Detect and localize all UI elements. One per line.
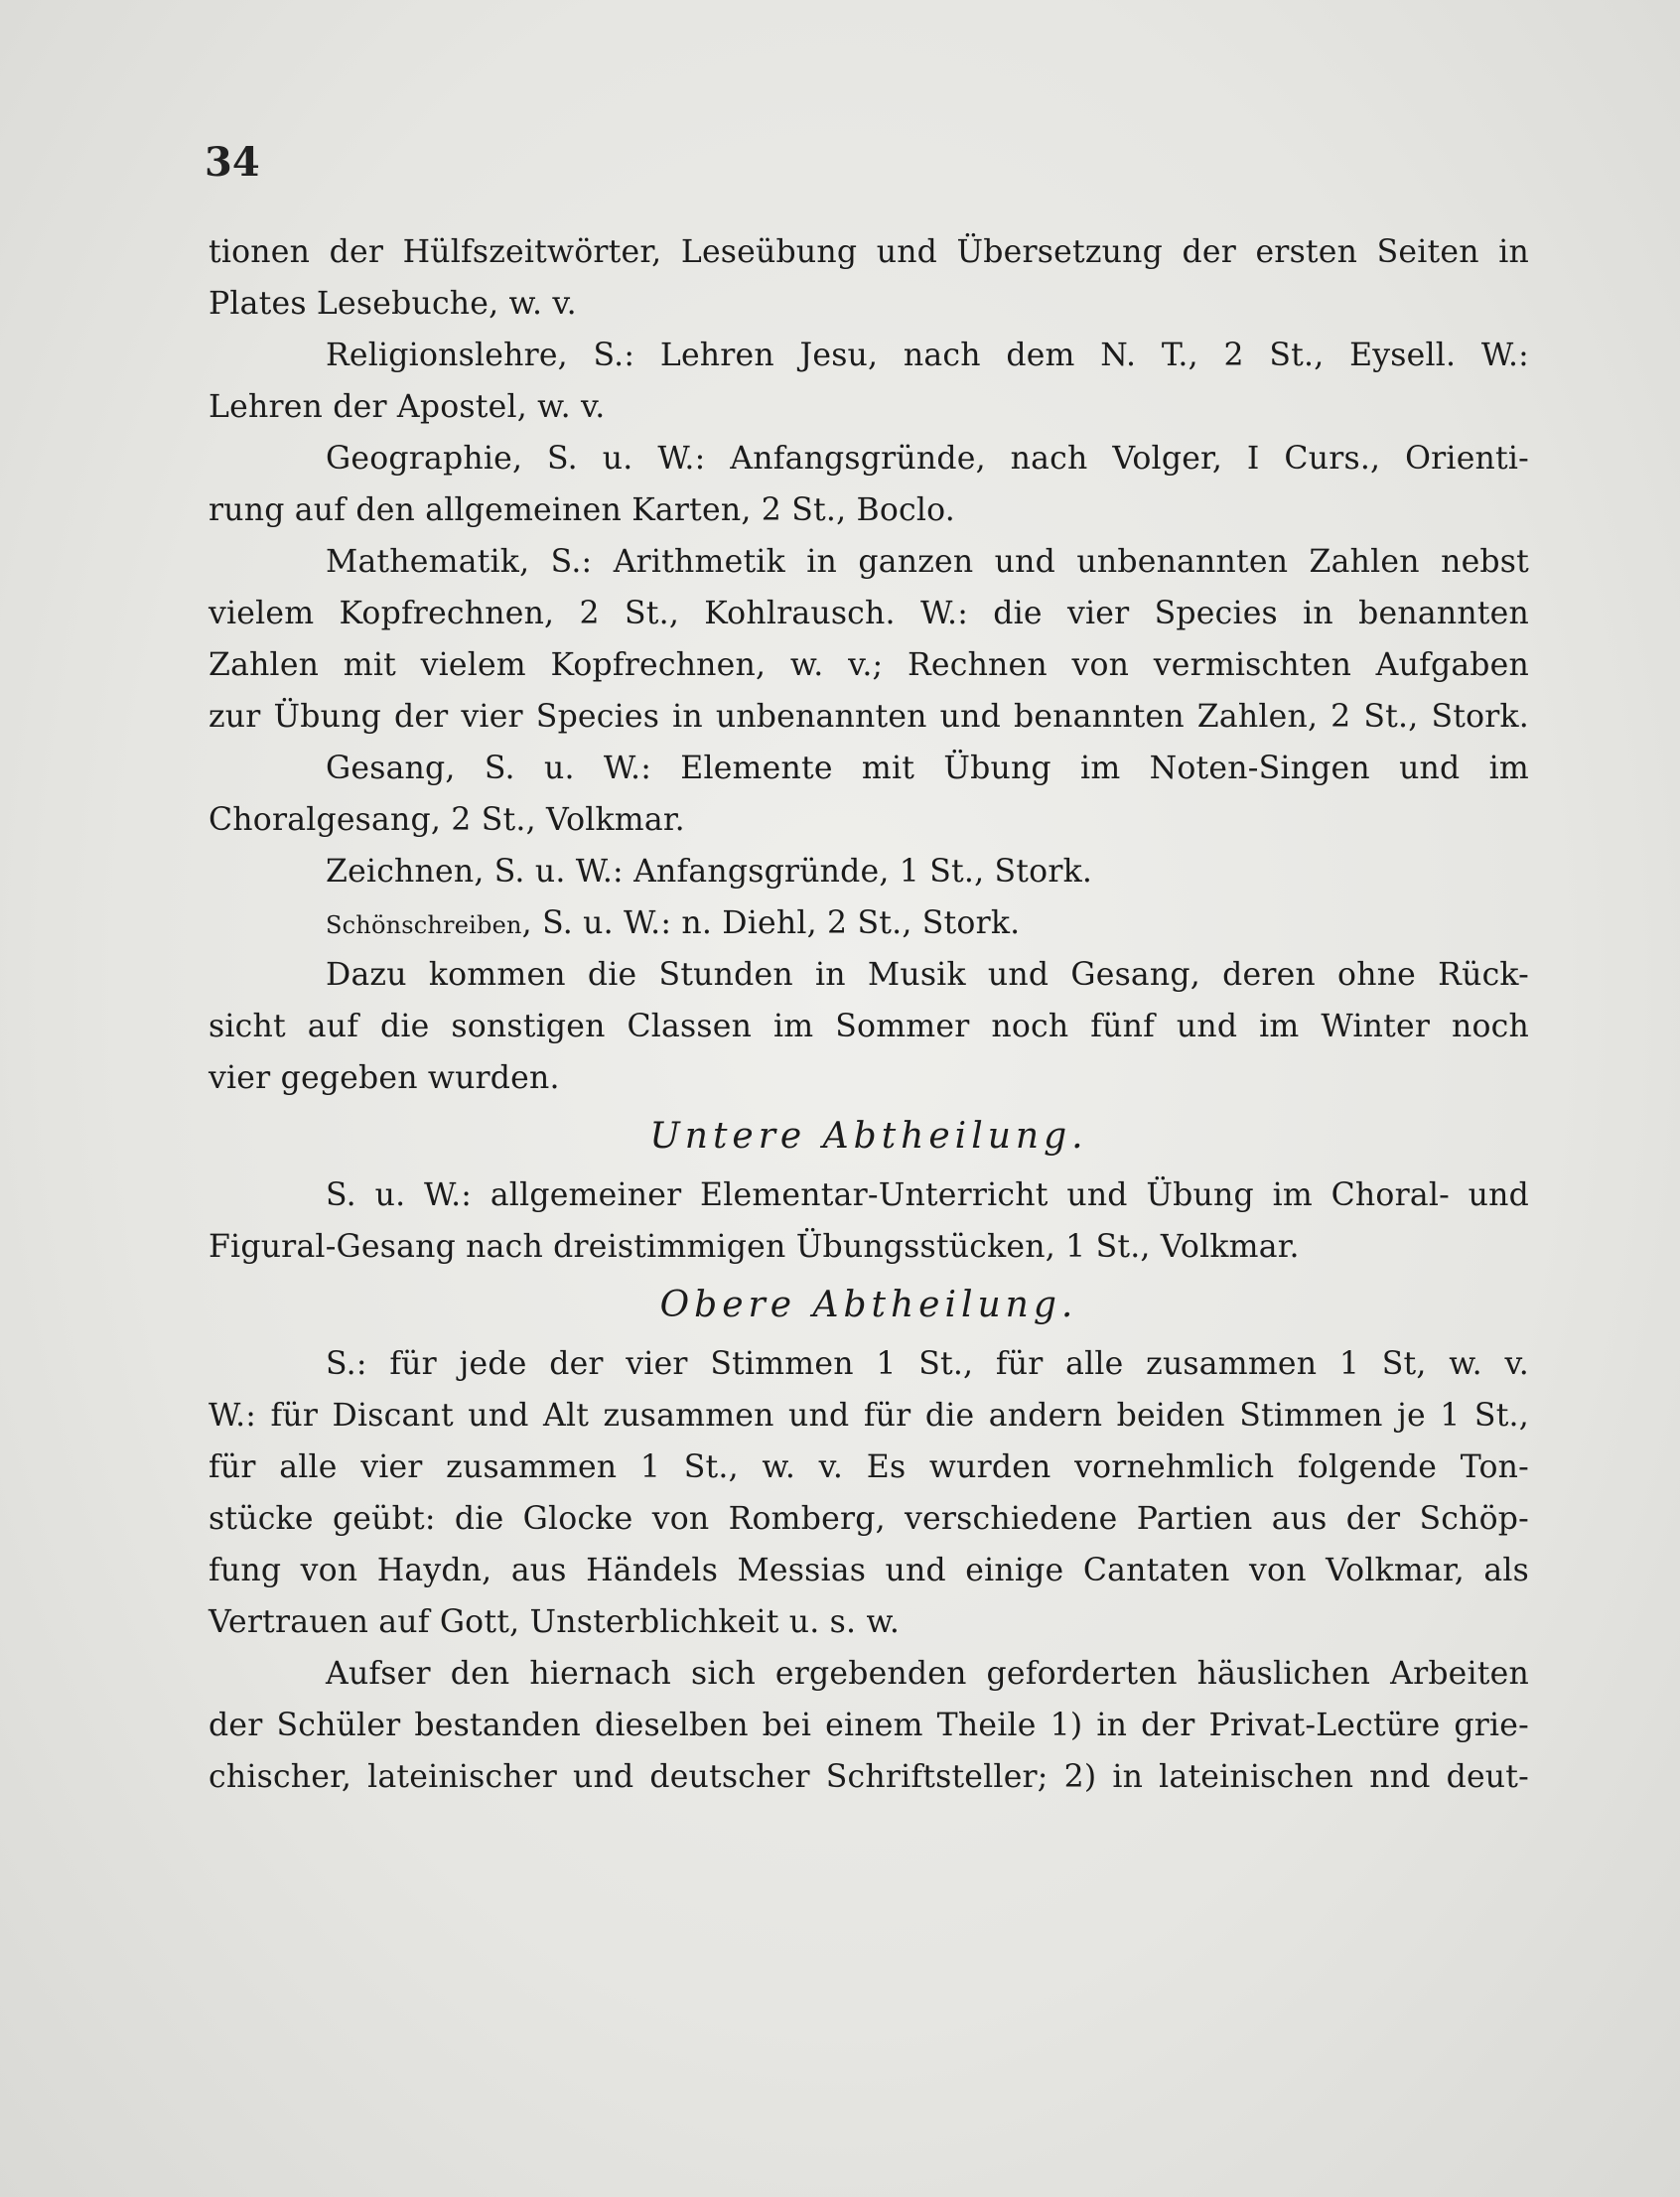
text-line: Lehren der Apostel, w. v. (209, 389, 606, 425)
text-line: Plates Lesebuche, w. v. (209, 286, 577, 322)
small-caps-word: Schönschreiben (326, 911, 522, 939)
text-line: rung auf den allgemeinen Karten, 2 St., Boclo. (209, 492, 955, 528)
line-text: , S. u. W.: n. Diehl, 2 St., Stork. (521, 905, 1021, 941)
text-line: fung von Haydn, aus Händels Messias und einige Cantaten von Volkmar, als (209, 1553, 1529, 1588)
heading-untere-abtheilung: Untere Abtheilung. (649, 1116, 1088, 1157)
text-line: Religionslehre, S.: Lehren Jesu, nach dem N. T., 2 St., Eysell. W.: (326, 338, 1529, 373)
text-line: sicht auf die sonstigen Classen im Sommer noch fünf und im Winter noch (209, 1009, 1529, 1044)
section-obere (209, 1338, 1529, 1803)
text-line: Choralgesang, 2 St., Volkmar. (209, 802, 685, 838)
text-line: S. u. W.: allgemeiner Elementar-Unterricht und Übung im Choral- und (326, 1177, 1529, 1213)
page-number: 34 (205, 139, 260, 186)
text-line: Gesang, S. u. W.: Elemente mit Übung im Noten-Singen und im (326, 751, 1529, 786)
text-line: Mathematik, S.: Arithmetik in ganzen und unbenannten Zahlen nebst (326, 544, 1529, 580)
text-line: Zeichnen, S. u. W.: Anfangsgründe, 1 St., Stork. (326, 854, 1093, 890)
text-line (209, 897, 1529, 949)
text-line: Dazu kommen die Stunden in Musik und Gesang, deren ohne Rück- (326, 957, 1529, 993)
text-line: Vertrauen auf Gott, Unsterblichkeit u. s. w. (209, 1604, 901, 1640)
section-main (209, 226, 1529, 1104)
text-line: tionen der Hülfszeitwörter, Leseübung und Übersetzung der ersten Seiten in (209, 234, 1529, 270)
text-line: zur Übung der vier Species in unbenannten und benannten Zahlen, 2 St., Stork. (209, 699, 1529, 735)
text-line: für alle vier zusammen 1 St., w. v. Es wurden vornehmlich folgende Ton- (209, 1449, 1529, 1485)
text-line: Aufser den hiernach sich ergebenden geforderten häuslichen Arbeiten (326, 1656, 1529, 1692)
text-line: W.: für Discant und Alt zusammen und für die andern beiden Stimmen je 1 St., (209, 1398, 1529, 1434)
text-line: der Schüler bestanden dieselben bei einem Theile 1) in der Privat-Lectüre grie- (209, 1708, 1529, 1743)
text-line: vier gegeben wurden. (209, 1060, 560, 1096)
section-untere (209, 1169, 1529, 1273)
text-line: stücke geübt: die Glocke von Romberg, verschiedene Partien aus der Schöp- (209, 1501, 1529, 1537)
text-line: Figural-Gesang nach dreistimmigen Übungsstücken, 1 St., Volkmar. (209, 1229, 1300, 1265)
text-line: vielem Kopfrechnen, 2 St., Kohlrausch. W.: die vier Species in benannten (209, 596, 1529, 631)
text-line: Zahlen mit vielem Kopfrechnen, w. v.; Rechnen von vermischten Aufgaben (209, 647, 1529, 683)
text-line: chischer, lateinischer und deutscher Schriftsteller; 2) in lateinischen nnd deut- (209, 1759, 1529, 1795)
text-line: Geographie, S. u. W.: Anfangsgründe, nach Volger, I Curs., Orienti- (326, 441, 1529, 477)
body-text (209, 226, 1529, 1803)
heading-obere-abtheilung: Obere Abtheilung. (659, 1285, 1078, 1325)
text-line: S.: für jede der vier Stimmen 1 St., für alle zusammen 1 St, w. v. (326, 1346, 1529, 1382)
